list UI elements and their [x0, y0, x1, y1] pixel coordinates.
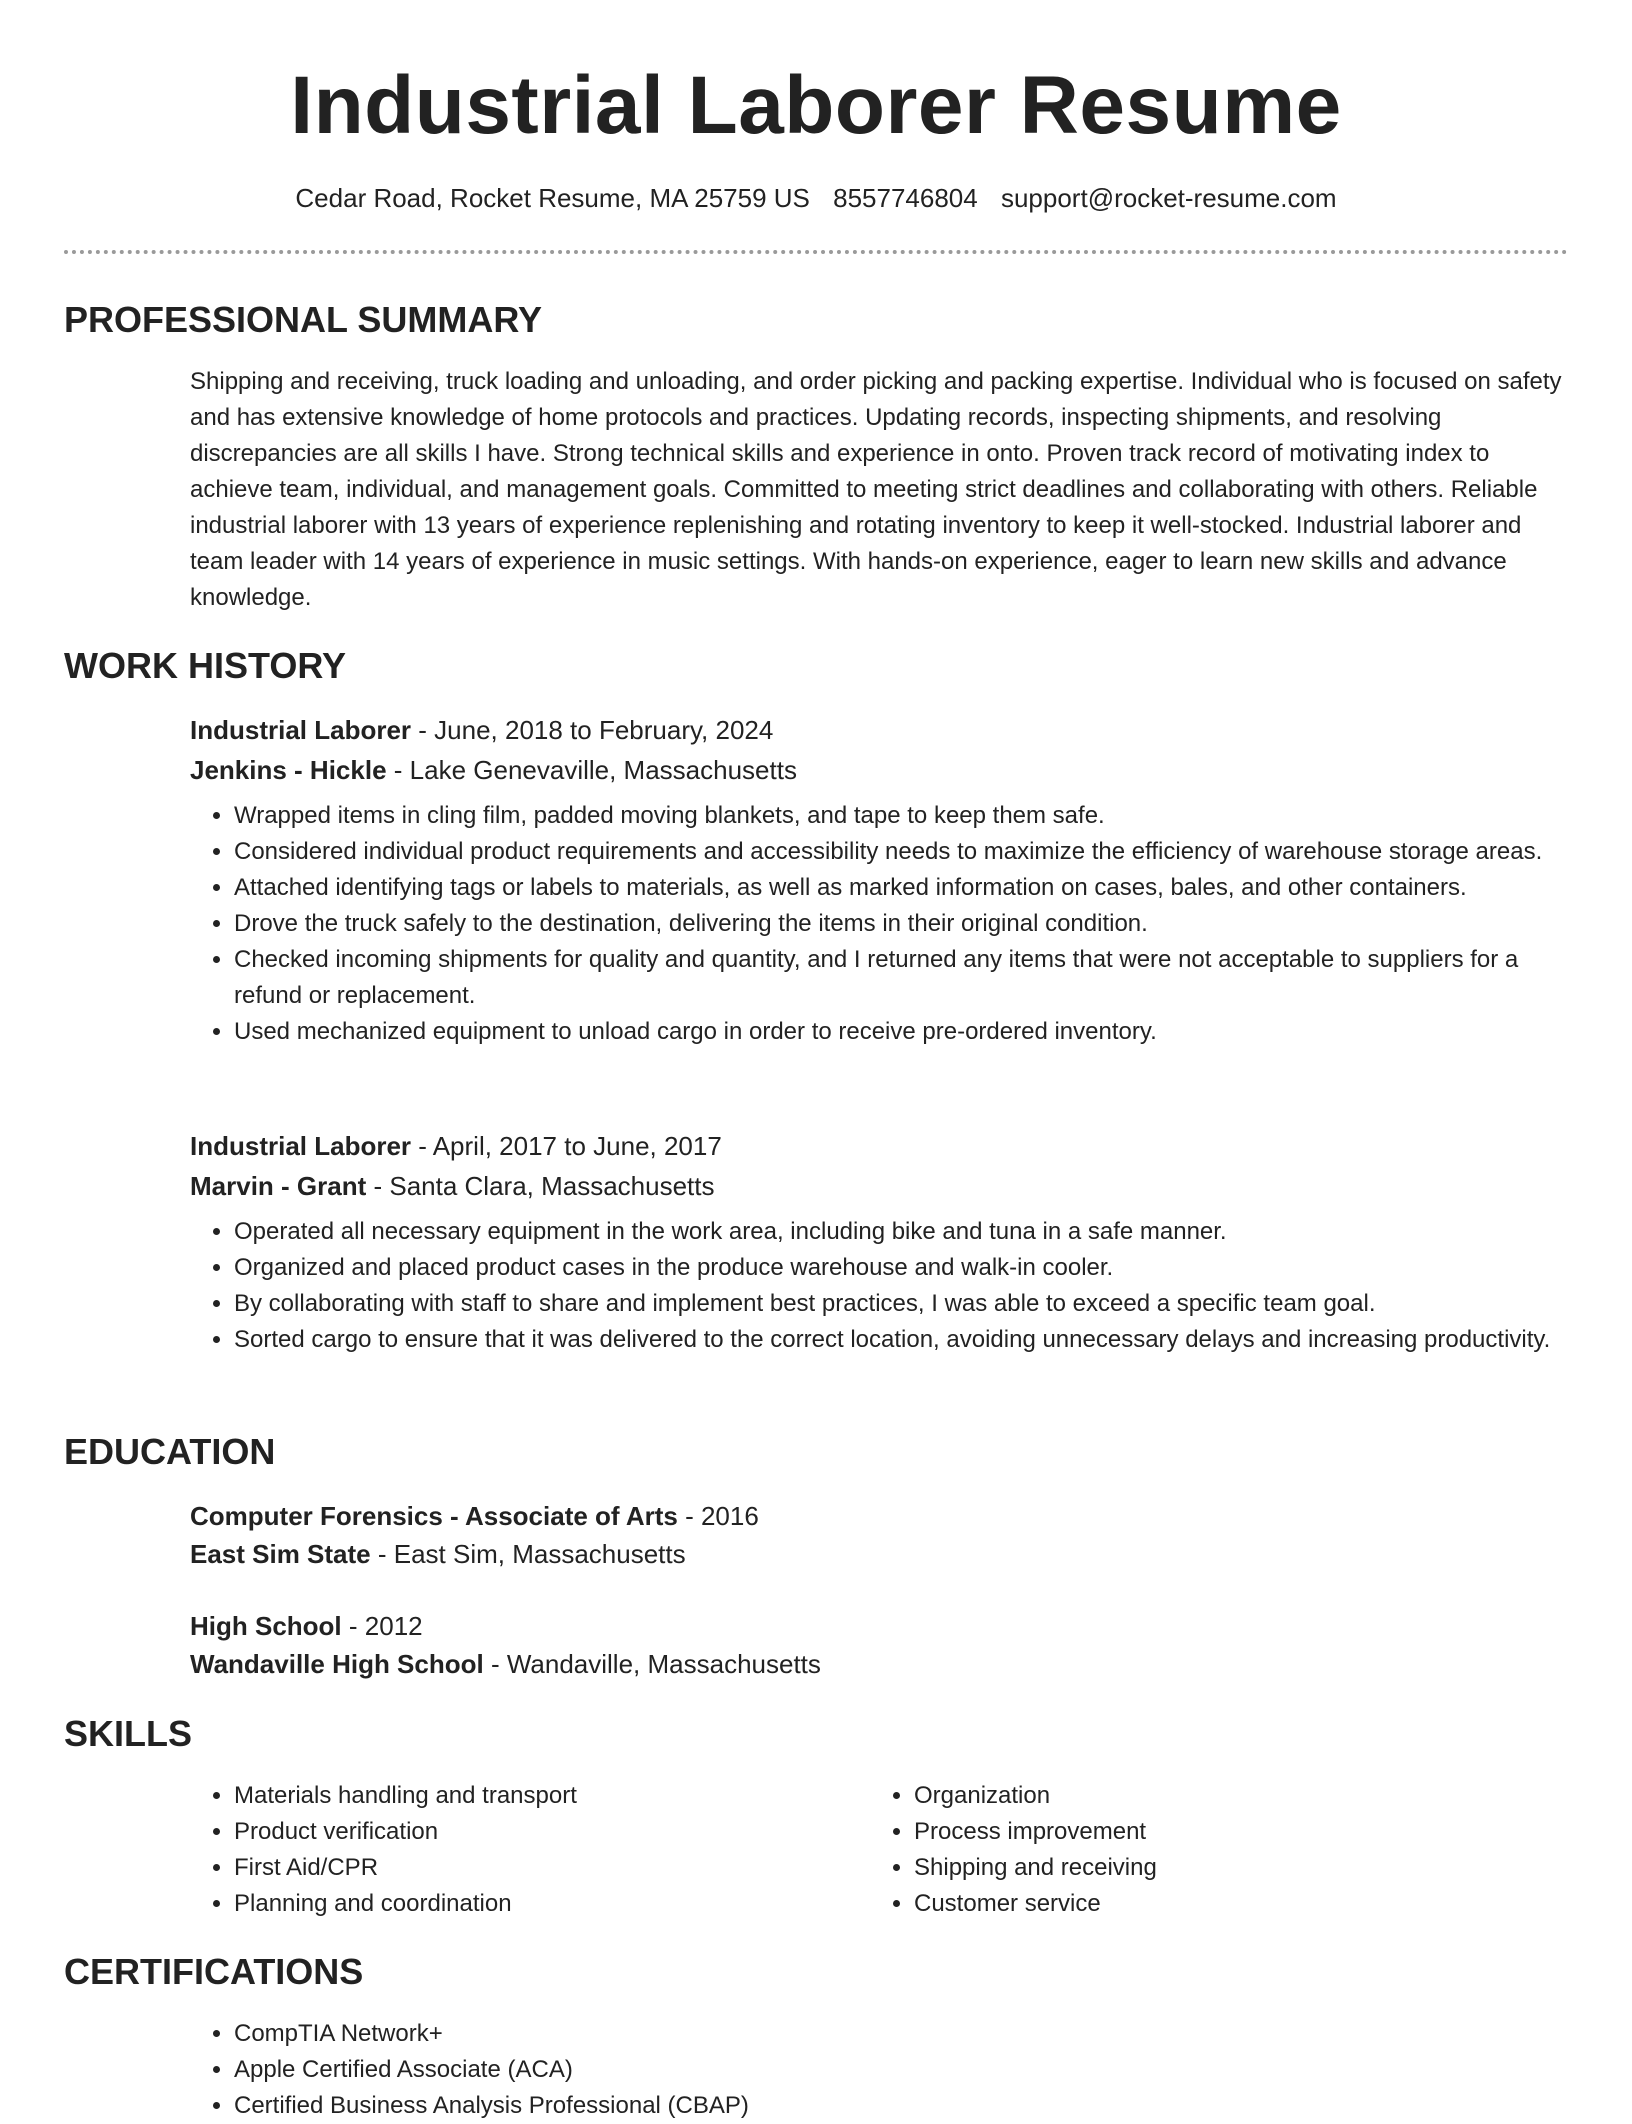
skills-list-left — [190, 1778, 870, 1922]
certification-item: • CompTIA Network+ — [234, 2016, 1568, 2052]
job-title: Industrial Laborer — [190, 1131, 412, 1161]
education-year: - 2012 — [341, 1611, 423, 1641]
skill-item: • Planning and coordination — [234, 1886, 870, 1922]
list-item: • Checked incoming shipments for quality and quantity, and I returned any items that were not acceptable to suppliers for a refund or replacement. — [234, 942, 1568, 1014]
education-entry — [190, 1607, 1568, 1683]
education-degree: Computer Forensics - Associate of Arts — [190, 1501, 678, 1531]
certifications-section — [190, 2016, 1568, 2124]
job-company-line — [190, 1166, 1568, 1206]
job-location: - Lake Genevaville, Massachusetts — [386, 755, 797, 785]
summary-heading: PROFESSIONAL SUMMARY — [64, 299, 543, 340]
summary-text: Shipping and receiving, truck loading and unloading, and order picking and packing expertise. Individual who is focused on safety and has extensive knowledge of home protocols and practices. Updating records, inspecting shipments, and resolving discrepancies are all skills I have. Strong technical skills and experience in onto. Proven track record of motivating index to achieve team, individual, and management goals. Committed to meeting strict deadlines and collaborating with others. Reliable industrial laborer with 13 years of experience replenishing and rotating inventory to keep it well-stocked. Industrial laborer and team leader with 14 years of experience in music settings. With hands-on experience, eager to learn new skills and advance knowledge. — [190, 368, 1562, 611]
skills-section — [190, 1778, 1568, 1922]
list-item: • Drove the truck safely to the destination, delivering the items in their original condition. — [234, 906, 1568, 942]
job-dates: - April, 2017 to June, 2017 — [411, 1131, 722, 1161]
job-company: Marvin - Grant — [190, 1171, 367, 1201]
education-degree: High School — [190, 1611, 342, 1641]
job-duties-list — [190, 1214, 1568, 1358]
skill-item: • Process improvement — [914, 1814, 1550, 1850]
job-location: - Santa Clara, Massachusetts — [366, 1171, 715, 1201]
contact-email: support@rocket-resume.com — [1000, 183, 1337, 213]
skill-item: • Organization — [914, 1778, 1550, 1814]
job-company-line — [190, 750, 1568, 790]
skill-item: • Materials handling and transport — [234, 1778, 870, 1814]
skill-item: • Customer service — [914, 1886, 1550, 1922]
education-degree-line — [190, 1607, 1568, 1645]
job-duties-list — [190, 798, 1568, 1050]
list-item: • Attached identifying tags or labels to materials, as well as marked information on cases, bales, and other containers. — [234, 870, 1568, 906]
job-dates: - June, 2018 to February, 2024 — [411, 715, 774, 745]
job-entry — [190, 710, 1568, 1050]
job-title-line — [190, 1126, 1568, 1166]
list-item: • Wrapped items in cling film, padded moving blankets, and tape to keep them safe. — [234, 798, 1568, 834]
education-school: East Sim State — [190, 1539, 371, 1569]
skills-list-right — [870, 1778, 1550, 1922]
certifications-heading: CERTIFICATIONS — [64, 1951, 364, 1992]
skill-item: • Shipping and receiving — [914, 1850, 1550, 1886]
education-degree-line — [190, 1497, 1568, 1535]
list-item: • Operated all necessary equipment in the work area, including bike and tuna in a safe manner. — [234, 1214, 1568, 1250]
education-location: - Wandaville, Massachusetts — [483, 1649, 821, 1679]
work-history-heading: WORK HISTORY — [64, 645, 347, 686]
list-item: • Considered individual product requirements and accessibility needs to maximize the efficiency of warehouse storage areas. — [234, 834, 1568, 870]
skill-item: • First Aid/CPR — [234, 1850, 870, 1886]
certification-item: • Apple Certified Associate (ACA) — [234, 2052, 1568, 2088]
certifications-list — [190, 2016, 1568, 2124]
job-title-line — [190, 710, 1568, 750]
list-item: • Organized and placed product cases in the produce warehouse and walk-in cooler. — [234, 1250, 1568, 1286]
education-location: - East Sim, Massachusetts — [370, 1539, 686, 1569]
header-divider — [64, 250, 1568, 254]
education-heading: EDUCATION — [64, 1431, 276, 1472]
education-school-line — [190, 1535, 1568, 1573]
contact-phone: 8557746804 — [833, 183, 978, 213]
contact-address: Cedar Road, Rocket Resume, MA 25759 US — [295, 183, 810, 213]
job-entry — [190, 1126, 1568, 1358]
list-item: • By collaborating with staff to share and implement best practices, I was able to exceed a specific team goal. — [234, 1286, 1568, 1322]
contact-line — [64, 180, 1568, 216]
list-item: • Sorted cargo to ensure that it was delivered to the correct location, avoiding unnecessary delays and increasing productivity. — [234, 1322, 1568, 1358]
certification-item: • Certified Business Analysis Professional (CBAP) — [234, 2088, 1568, 2124]
job-company: Jenkins - Hickle — [190, 755, 387, 785]
resume-title: Industrial Laborer Resume — [290, 60, 1342, 151]
skill-item: • Product verification — [234, 1814, 870, 1850]
summary-section — [190, 364, 1568, 616]
job-title: Industrial Laborer — [190, 715, 412, 745]
education-entry — [190, 1497, 1568, 1573]
education-school: Wandaville High School — [190, 1649, 484, 1679]
skills-heading: SKILLS — [64, 1713, 193, 1754]
education-school-line — [190, 1645, 1568, 1683]
education-year: - 2016 — [677, 1501, 759, 1531]
list-item: • Used mechanized equipment to unload cargo in order to receive pre-ordered inventory. — [234, 1014, 1568, 1050]
